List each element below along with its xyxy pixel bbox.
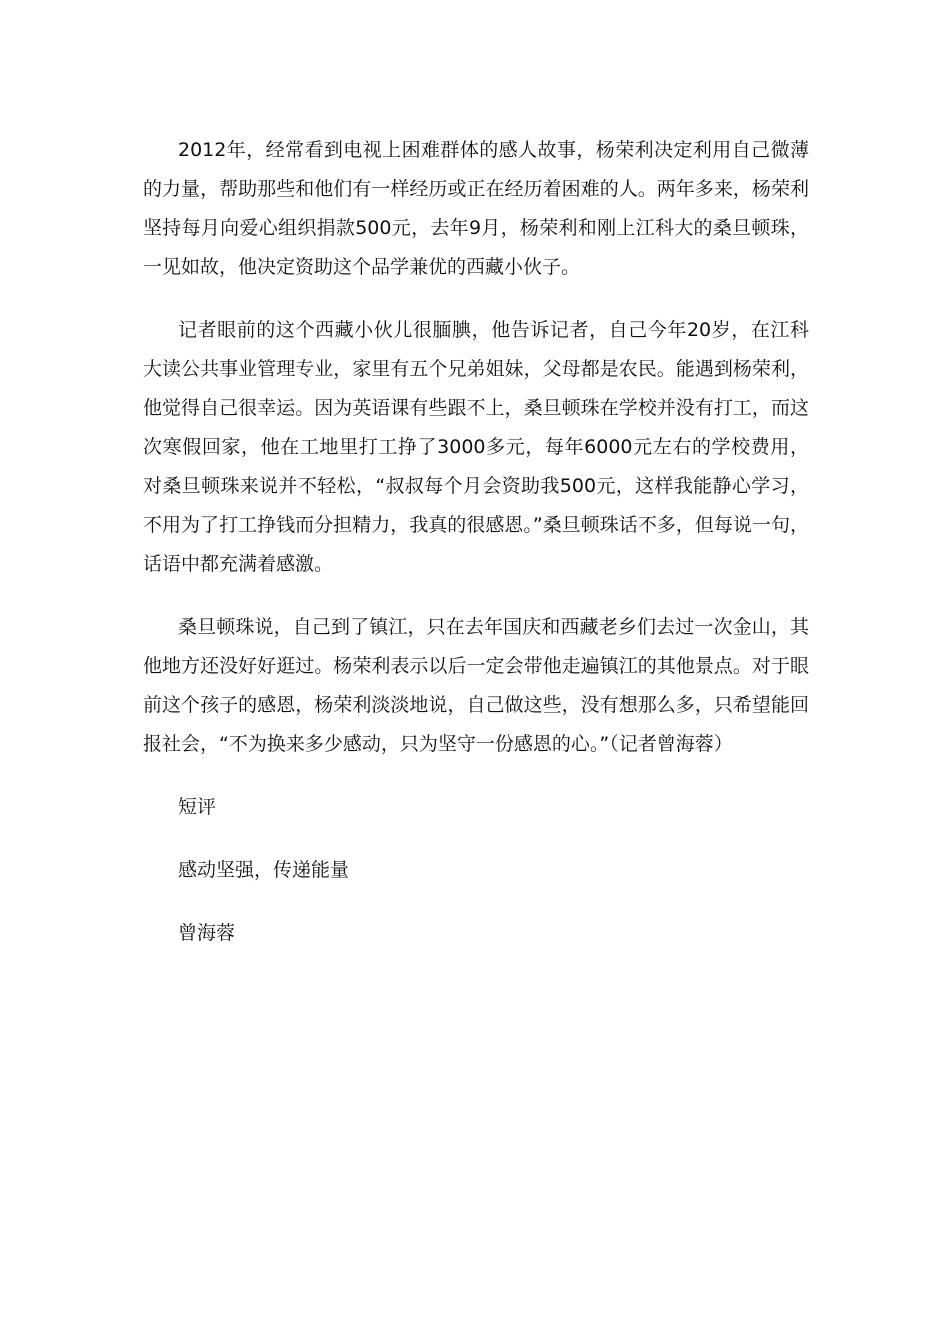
comment-label: 短评 xyxy=(178,796,217,818)
article-body xyxy=(143,131,809,977)
paragraph-sightseeing: 桑旦顿珠说，自己到了镇江，只在去年国庆和西藏老乡们去过一次金山，其他地方还没好好逛过。杨荣利表示以后一定会带他走遍镇江的其他景点。对于眼前这个孩子的感恩，杨荣利淡淡地说，自己做这些，没有想那么多，只希望能回报社会，“不为换来多少感动，只为坚守一份感恩的心。”（记者曾海蓉） xyxy=(143,616,809,755)
comment-author: 曾海蓉 xyxy=(178,922,236,944)
comment-title: 感动坚强，传递能量 xyxy=(178,859,350,881)
paragraph-student-interview: 记者眼前的这个西藏小伙儿很腼腆，他告诉记者，自己今年20岁，在江科大读公共事业管理专业，家里有五个兄弟姐妹，父母都是农民。能遇到杨荣利，他觉得自己很幸运。因为英语课有些跟不上，桑旦顿珠在学校并没有打工，而这次寒假回家，他在工地里打工挣了3000多元，每年6000元左右的学校费用，对桑旦顿珠来说并不轻松，“叔叔每个月会资助我500元，这样我能静心学习，不用为了打工挣钱而分担精力，我真的很感恩。”桑旦顿珠话不多，但每说一句，话语中都充满着感激。 xyxy=(143,319,809,575)
paragraph-donation-story: 2012年，经常看到电视上困难群体的感人故事，杨荣利决定利用自己微薄的力量，帮助那些和他们有一样经历或正在经历着困难的人。两年多来，杨荣利坚持每月向爱心组织捐款500元，去年9月，杨荣利和刚上江科大的桑旦顿珠，一见如故，他决定资助这个品学兼优的西藏小伙子。 xyxy=(143,139,809,278)
